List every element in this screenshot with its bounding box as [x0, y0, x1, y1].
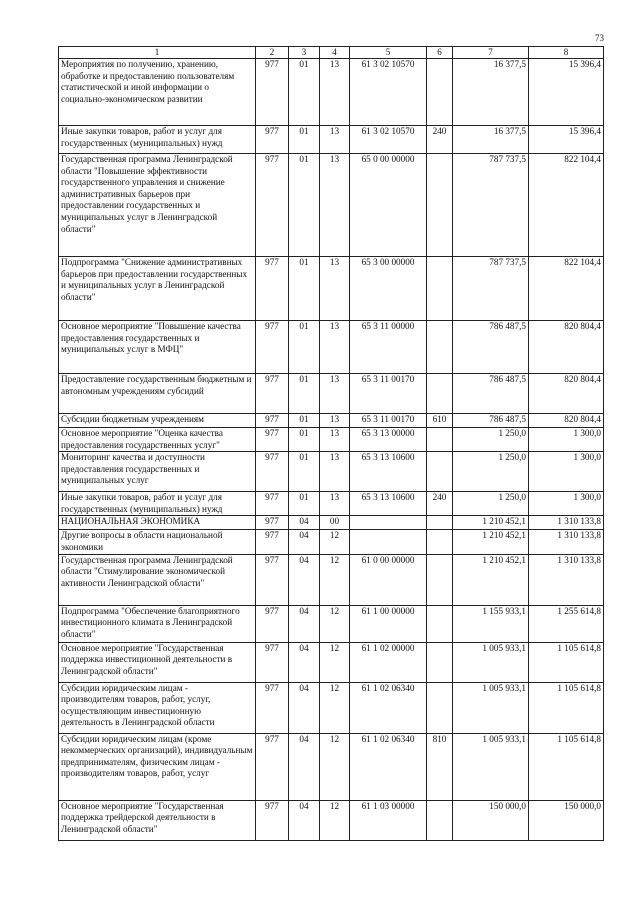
cell-c7: 1 155 933,1 [453, 605, 529, 642]
table-row [59, 154, 604, 257]
cell-c4: 12 [320, 642, 350, 682]
cell-c8: 15 396,4 [529, 59, 604, 126]
table-row [59, 452, 604, 492]
column-header: 1 [59, 47, 256, 59]
cell-c2: 977 [256, 733, 289, 800]
cell-c2: 977 [256, 154, 289, 257]
page-number: 73 [595, 33, 604, 43]
cell-c7: 1 250,0 [453, 492, 529, 516]
cell-c5: 65 0 00 00000 [350, 154, 427, 257]
cell-c7: 1 005 933,1 [453, 733, 529, 800]
table-row [59, 682, 604, 733]
cell-c3: 01 [289, 257, 320, 321]
cell-c8: 1 300,0 [529, 492, 604, 516]
cell-c2: 977 [256, 374, 289, 414]
row-name-cell: Основное мероприятие "Государственная поддержка инвестиционной деятельности в Ленинградской области" [59, 642, 256, 682]
cell-c5 [350, 530, 427, 554]
cell-c4: 13 [320, 452, 350, 492]
cell-c3: 01 [289, 126, 320, 154]
cell-c6 [427, 530, 453, 554]
row-name-cell: Подпрограмма "Снижение административных барьеров при предоставлении государственных и муниципальных услуг в Ленинградской области" [59, 257, 256, 321]
cell-c3: 01 [289, 492, 320, 516]
column-header: 7 [453, 47, 529, 59]
cell-c2: 977 [256, 59, 289, 126]
row-name-cell: Субсидии юридическим лицам (кроме некоммерческих организаций), индивидуальным предпринимателям, физическим лицам - производителям товаров, работ, услуг [59, 733, 256, 800]
table-row [59, 257, 604, 321]
table-row [59, 428, 604, 452]
cell-c7: 1 005 933,1 [453, 682, 529, 733]
cell-c3: 01 [289, 414, 320, 428]
cell-c2: 977 [256, 452, 289, 492]
cell-c2: 977 [256, 800, 289, 840]
cell-c4: 12 [320, 605, 350, 642]
row-name-cell: НАЦИОНАЛЬНАЯ ЭКОНОМИКА [59, 516, 256, 530]
column-header-row [59, 47, 604, 59]
column-header: 6 [427, 47, 453, 59]
cell-c5: 65 3 11 00170 [350, 374, 427, 414]
table-row [59, 516, 604, 530]
cell-c8: 822 104,4 [529, 257, 604, 321]
cell-c5: 61 1 03 00000 [350, 800, 427, 840]
cell-c7: 16 377,5 [453, 126, 529, 154]
cell-c5: 65 3 11 00170 [350, 414, 427, 428]
row-name-cell: Субсидии бюджетным учреждениям [59, 414, 256, 428]
cell-c4: 12 [320, 530, 350, 554]
cell-c7: 150 000,0 [453, 800, 529, 840]
cell-c4: 13 [320, 154, 350, 257]
cell-c4: 13 [320, 257, 350, 321]
row-name-cell: Субсидии юридическим лицам - производителям товаров, работ, услуг, осуществляющим инвестиционную деятельность в Ленинградской области [59, 682, 256, 733]
cell-c4: 12 [320, 682, 350, 733]
row-name-cell: Мониторинг качества и доступности предоставления государственных и муниципальных услуг [59, 452, 256, 492]
cell-c6 [427, 428, 453, 452]
cell-c5: 61 1 00 00000 [350, 605, 427, 642]
cell-c6 [427, 605, 453, 642]
table-row [59, 59, 604, 126]
cell-c6 [427, 452, 453, 492]
cell-c4: 12 [320, 554, 350, 605]
cell-c5: 61 3 02 10570 [350, 126, 427, 154]
cell-c3: 04 [289, 530, 320, 554]
cell-c4: 13 [320, 126, 350, 154]
cell-c2: 977 [256, 428, 289, 452]
cell-c7: 786 487,5 [453, 374, 529, 414]
cell-c7: 1 210 452,1 [453, 554, 529, 605]
table-row [59, 374, 604, 414]
table-row [59, 554, 604, 605]
cell-c4: 13 [320, 59, 350, 126]
cell-c7: 786 487,5 [453, 321, 529, 374]
row-name-cell: Основное мероприятие "Оценка качества предоставления государственных услуг" [59, 428, 256, 452]
cell-c3: 04 [289, 605, 320, 642]
cell-c3: 04 [289, 642, 320, 682]
cell-c5: 65 3 13 10600 [350, 452, 427, 492]
table-row [59, 414, 604, 428]
cell-c6 [427, 516, 453, 530]
cell-c3: 04 [289, 682, 320, 733]
cell-c8: 1 300,0 [529, 428, 604, 452]
cell-c7: 1 250,0 [453, 428, 529, 452]
row-name-cell: Другие вопросы в области национальной экономики [59, 530, 256, 554]
cell-c8: 1 105 614,8 [529, 733, 604, 800]
cell-c4: 13 [320, 414, 350, 428]
cell-c2: 977 [256, 682, 289, 733]
column-header: 4 [320, 47, 350, 59]
row-name-cell: Иные закупки товаров, работ и услуг для государственных (муниципальных) нужд [59, 492, 256, 516]
cell-c2: 977 [256, 492, 289, 516]
cell-c3: 01 [289, 374, 320, 414]
cell-c3: 04 [289, 800, 320, 840]
cell-c5: 65 3 00 00000 [350, 257, 427, 321]
cell-c5 [350, 516, 427, 530]
cell-c5: 65 3 11 00000 [350, 321, 427, 374]
cell-c6 [427, 59, 453, 126]
cell-c3: 04 [289, 733, 320, 800]
cell-c8: 820 804,4 [529, 374, 604, 414]
cell-c3: 01 [289, 428, 320, 452]
row-name-cell: Государственная программа Ленинградской области "Повышение эффективности государственного управления и снижение административных барьеров при предоставлении государственных и муниципальных услуг в Ленинградской области" [59, 154, 256, 257]
cell-c4: 13 [320, 492, 350, 516]
cell-c3: 01 [289, 452, 320, 492]
table-row [59, 492, 604, 516]
budget-table [58, 46, 604, 841]
cell-c7: 1 250,0 [453, 452, 529, 492]
cell-c7: 1 210 452,1 [453, 530, 529, 554]
cell-c2: 977 [256, 554, 289, 605]
cell-c5: 61 1 02 06340 [350, 733, 427, 800]
cell-c8: 1 255 614,8 [529, 605, 604, 642]
column-header: 3 [289, 47, 320, 59]
cell-c6: 810 [427, 733, 453, 800]
cell-c3: 01 [289, 321, 320, 374]
table-row [59, 530, 604, 554]
cell-c6: 240 [427, 492, 453, 516]
cell-c6 [427, 682, 453, 733]
cell-c2: 977 [256, 126, 289, 154]
cell-c5: 61 3 02 10570 [350, 59, 427, 126]
cell-c2: 977 [256, 642, 289, 682]
cell-c2: 977 [256, 414, 289, 428]
cell-c2: 977 [256, 321, 289, 374]
cell-c2: 977 [256, 516, 289, 530]
table-row [59, 800, 604, 840]
row-name-cell: Подпрограмма "Обеспечение благоприятного инвестиционного климата в Ленинградской области" [59, 605, 256, 642]
cell-c3: 04 [289, 554, 320, 605]
cell-c6: 610 [427, 414, 453, 428]
cell-c6 [427, 321, 453, 374]
cell-c7: 786 487,5 [453, 414, 529, 428]
cell-c5: 61 0 00 00000 [350, 554, 427, 605]
table-row [59, 126, 604, 154]
cell-c4: 12 [320, 733, 350, 800]
cell-c7: 1 005 933,1 [453, 642, 529, 682]
table-row [59, 642, 604, 682]
cell-c8: 820 804,4 [529, 414, 604, 428]
column-header: 2 [256, 47, 289, 59]
cell-c5: 65 3 13 00000 [350, 428, 427, 452]
cell-c8: 822 104,4 [529, 154, 604, 257]
row-name-cell: Государственная программа Ленинградской области "Стимулирование экономической активности Ленинградской области" [59, 554, 256, 605]
cell-c5: 61 1 02 06340 [350, 682, 427, 733]
row-name-cell: Основное мероприятие "Повышение качества предоставления государственных и муниципальных услуг в МФЦ" [59, 321, 256, 374]
cell-c3: 01 [289, 154, 320, 257]
cell-c4: 12 [320, 800, 350, 840]
cell-c8: 1 105 614,8 [529, 682, 604, 733]
cell-c6 [427, 374, 453, 414]
row-name-cell: Иные закупки товаров, работ и услуг для государственных (муниципальных) нужд [59, 126, 256, 154]
cell-c8: 1 300,0 [529, 452, 604, 492]
cell-c8: 1 310 133,8 [529, 516, 604, 530]
cell-c6 [427, 154, 453, 257]
cell-c6 [427, 554, 453, 605]
cell-c6: 240 [427, 126, 453, 154]
table-row [59, 605, 604, 642]
cell-c4: 00 [320, 516, 350, 530]
cell-c8: 1 310 133,8 [529, 554, 604, 605]
cell-c8: 1 310 133,8 [529, 530, 604, 554]
cell-c8: 15 396,4 [529, 126, 604, 154]
table-row [59, 733, 604, 800]
cell-c8: 1 105 614,8 [529, 642, 604, 682]
cell-c4: 13 [320, 374, 350, 414]
cell-c5: 61 1 02 00000 [350, 642, 427, 682]
cell-c2: 977 [256, 257, 289, 321]
cell-c8: 820 804,4 [529, 321, 604, 374]
cell-c6 [427, 257, 453, 321]
cell-c2: 977 [256, 530, 289, 554]
column-header: 8 [529, 47, 604, 59]
row-name-cell: Основное мероприятие "Государственная поддержка трейдерской деятельности в Ленинградской области" [59, 800, 256, 840]
cell-c7: 787 737,5 [453, 257, 529, 321]
cell-c7: 16 377,5 [453, 59, 529, 126]
cell-c8: 150 000,0 [529, 800, 604, 840]
cell-c7: 787 737,5 [453, 154, 529, 257]
cell-c4: 13 [320, 428, 350, 452]
cell-c7: 1 210 452,1 [453, 516, 529, 530]
cell-c2: 977 [256, 605, 289, 642]
cell-c6 [427, 642, 453, 682]
cell-c5: 65 3 13 10600 [350, 492, 427, 516]
cell-c6 [427, 800, 453, 840]
cell-c3: 04 [289, 516, 320, 530]
column-header: 5 [350, 47, 427, 59]
cell-c4: 13 [320, 321, 350, 374]
row-name-cell: Мероприятия по получению, хранению, обработке и предоставлению пользователям статистической и иной информации о социально-экономическом развитии [59, 59, 256, 126]
table-row [59, 321, 604, 374]
row-name-cell: Предоставление государственным бюджетным и автономным учреждениям субсидий [59, 374, 256, 414]
cell-c3: 01 [289, 59, 320, 126]
